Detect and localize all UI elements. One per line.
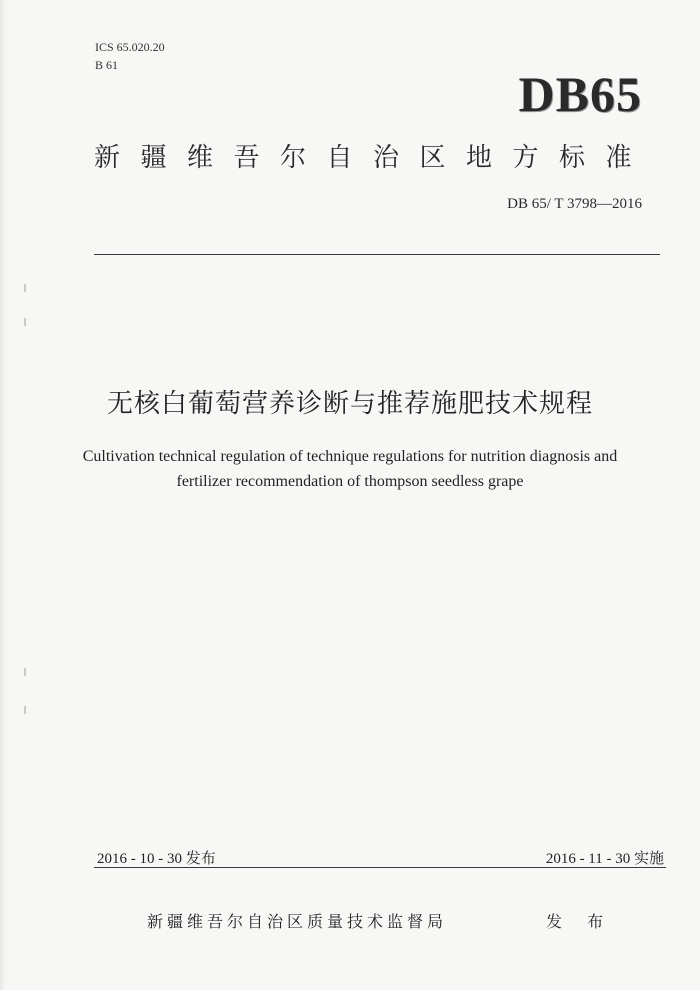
standard-type-title: 新疆维吾尔自治区地方标准 [94,143,653,173]
document-title-english [60,444,640,494]
issuing-authority: 新疆维吾尔自治区质量技术监督局 [147,912,448,931]
scan-speck [24,318,26,326]
document-title-chinese: 无核白葡萄营养诊断与推荐施肥技术规程 [106,389,593,419]
ics-code: ICS 65.020.20 [95,40,165,54]
standard-logo: DB65 [518,66,642,122]
footer-divider [94,867,666,868]
classification-codes [95,38,165,74]
scan-speck [24,706,26,714]
issue-label: 发 布 [546,912,614,931]
implementation-date: 2016 - 11 - 30 实施 [545,851,664,867]
ccs-code: B 61 [95,58,119,72]
scan-speck [24,668,26,676]
standard-number: DB 65/ T 3798—2016 [507,196,642,212]
english-title-line: Cultivation technical regulation of technique regulations for nutrition diagnosis and [82,448,618,465]
page-fold-shadow [0,0,6,990]
issue-date: 2016 - 10 - 30 发布 [97,851,216,867]
scan-speck [24,284,26,292]
english-title-line: fertilizer recommendation of thompson seedless grape [176,473,524,490]
header-divider [94,254,660,255]
